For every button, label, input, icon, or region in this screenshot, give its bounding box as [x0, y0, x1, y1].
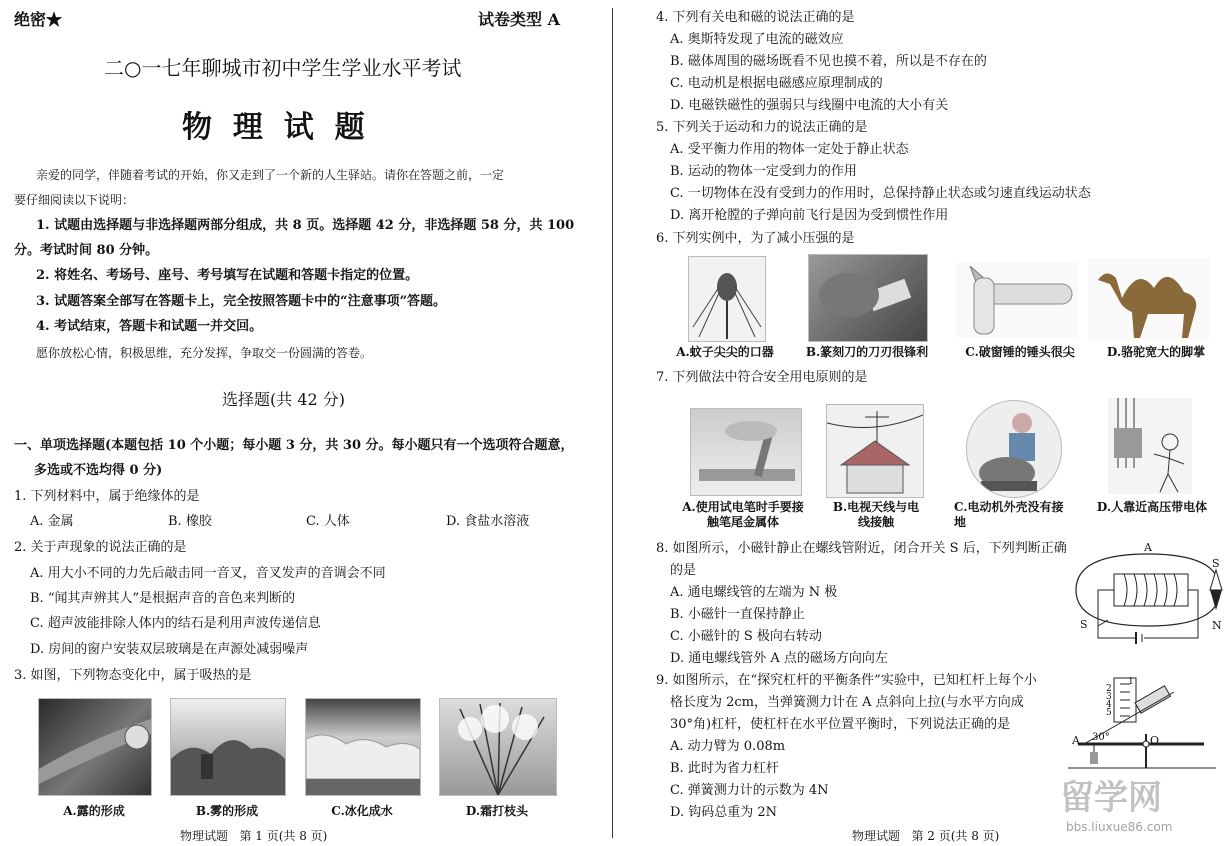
page-2-footer: 物理试题 第 2 页(共 8 页) [852, 829, 1000, 843]
q8-point-a: A [1144, 541, 1152, 554]
question-2: 2. 关于声现象的说法正确的是 [14, 540, 187, 555]
q8-option-a: A. 通电螺线管的左端为 N 极 [670, 585, 838, 600]
mosquito-image [688, 256, 766, 342]
secret-mark: 绝密★ [14, 10, 63, 29]
watermark-text: 留学网 [1060, 778, 1162, 818]
frost-photo [439, 698, 557, 796]
exam-title: 二○一七年聊城市初中学生学业水平考试 [104, 56, 462, 80]
question-6: 6. 下列实例中，为了减小压强的是 [656, 231, 855, 246]
q9-option-a: A. 动力臂为 0.08m [670, 739, 786, 754]
question-8: 8. 如图所示，小磁针静止在螺线管附近，闭合开关 S 后，下列判断正确 [656, 541, 1067, 556]
motor-image [966, 400, 1062, 498]
q9-point-a: A [1072, 734, 1080, 747]
q2-option-b: B. “闻其声辨其人”是根据声音的音色来判断的 [30, 591, 296, 606]
q8-option-d: D. 通电螺线管外 A 点的磁场方向向左 [670, 651, 888, 666]
q4-option-c: C. 电动机是根据电磁感应原理制成的 [670, 76, 883, 91]
q9-option-b: B. 此时为省力杠杆 [670, 761, 779, 776]
q3-caption-b: B.雾的形成 [195, 804, 259, 818]
q3-caption-d: D.霜打枝头 [465, 804, 529, 818]
part-1-heading-cont: 多选或不选均得 0 分) [34, 463, 163, 478]
question-7: 7. 下列做法中符合安全用电原则的是 [656, 370, 868, 385]
q5-option-b: B. 运动的物体一定受到力的作用 [670, 164, 857, 179]
intro-line-1: 亲爱的同学，伴随着考试的开始，你又走到了一个新的人生驿站。请你在答题之前，一定 [36, 168, 505, 182]
q5-option-c: C. 一切物体在没有受到力的作用时，总保持静止状态或匀速直线运动状态 [670, 186, 1091, 201]
question-9: 9. 如图所示，在“探究杠杆的平衡条件”实验中，已知杠杆上每个小 [656, 673, 1037, 688]
page-1 [0, 0, 610, 846]
question-1: 1. 下列材料中，属于绝缘体的是 [14, 489, 200, 504]
q9-angle: 30° [1092, 732, 1110, 743]
note-4: 4. 考试结束，答题卡和试题一并交回。 [36, 319, 263, 334]
question-4: 4. 下列有关电和磁的说法正确的是 [656, 10, 855, 25]
q7-caption-c: C.电动机外壳没有接地 [954, 500, 1064, 529]
q8-switch-s: S [1080, 618, 1088, 631]
q9-scale-3: 3 [1106, 692, 1112, 702]
section-title: 选择题(共 42 分) [222, 390, 346, 409]
paper-type: 试卷类型 A [478, 10, 560, 29]
lever-diagram [1054, 672, 1224, 772]
q9-pivot-o: O [1150, 734, 1160, 747]
q8-option-b: B. 小磁针一直保持静止 [670, 607, 805, 622]
question-9-cont-1: 格长度为 2cm，当弹簧测力计在 A 点斜向上拉(与水平方向成 [670, 695, 1024, 710]
camel-image [1088, 258, 1210, 340]
question-8-cont: 的是 [670, 563, 697, 578]
note-1a: 1. 试题由选择题与非选择题两部分组成，共 8 页。选择题 42 分，非选择题 58 分，共 100 [36, 218, 575, 233]
part-1-heading: 一、单项选择题(本题包括 10 个小题；每小题 3 分，共 30 分。每小题只有一个选项符合题意， [14, 438, 574, 453]
question-3: 3. 如图，下列物态变化中，属于吸热的是 [14, 668, 252, 683]
page-divider [612, 8, 613, 838]
q1-option-c: C. 人体 [306, 514, 350, 529]
q2-option-c: C. 超声波能排除人体内的结石是利用声波传递信息 [30, 616, 321, 631]
q4-option-b: B. 磁体周围的磁场既看不见也摸不着，所以是不存在的 [670, 54, 987, 69]
note-3: 3. 试题答案全部写在答题卡上，完全按照答题卡中的“注意事项”答题。 [36, 294, 447, 309]
fog-photo [170, 698, 286, 796]
test-pencil-image [690, 408, 802, 496]
question-5: 5. 下列关于运动和力的说法正确的是 [656, 120, 868, 135]
carving-knife-image [808, 254, 928, 342]
q9-option-d: D. 钩码总重为 2N [670, 805, 778, 820]
q9-scale-1: 1 [1128, 677, 1134, 687]
page-2 [616, 0, 1229, 846]
q1-option-b: B. 橡胶 [168, 514, 212, 529]
q2-option-d: D. 房间的窗户安装双层玻璃是在声源处减弱噪声 [30, 642, 309, 657]
high-voltage-image [1108, 398, 1192, 494]
intro-line-2: 要仔细阅读以下说明： [14, 193, 135, 207]
page-1-footer: 物理试题 第 1 页(共 8 页) [180, 829, 328, 843]
q1-option-d: D. 食盐水溶液 [446, 514, 530, 529]
q4-option-a: A. 奥斯特发现了电流的磁效应 [670, 32, 844, 47]
q9-option-c: C. 弹簧测力计的示数为 4N [670, 783, 829, 798]
subject-title: 物 理 试 题 [182, 110, 365, 145]
tv-antenna-image [826, 404, 924, 498]
q7-caption-d: D.人靠近高压带电体 [1096, 500, 1208, 514]
ice-melting-photo [305, 698, 421, 796]
q4-option-d: D. 电磁铁磁性的强弱只与线圈中电流的大小有关 [670, 98, 949, 113]
q5-option-a: A. 受平衡力作用的物体一定处于静止状态 [670, 142, 909, 157]
q5-option-d: D. 离开枪膛的子弹向前飞行是因为受到惯性作用 [670, 208, 949, 223]
q8-needle-s: S [1212, 557, 1220, 570]
q6-caption-c: C.破窗锤的锤头很尖 [965, 345, 1075, 359]
q7-caption-a: A.使用试电笔时手要接触笔尾金属体 [682, 500, 804, 529]
q9-scale-5: 5 [1106, 708, 1112, 718]
q8-option-c: C. 小磁针的 S 极向右转动 [670, 629, 822, 644]
q3-caption-c: C.冰化成水 [331, 804, 393, 818]
q6-caption-a: A.蚊子尖尖的口器 [676, 345, 774, 359]
note-1b: 分。考试时间 80 分钟。 [14, 243, 159, 258]
dew-photo [38, 698, 152, 796]
q2-option-a: A. 用大小不同的力先后敲击同一音叉，音叉发声的音调会不同 [30, 566, 386, 581]
q3-caption-a: A.露的形成 [63, 804, 125, 818]
q1-option-a: A. 金属 [30, 514, 74, 529]
q6-caption-b: B.篆刻刀的刀刃很锋利 [805, 345, 929, 359]
q8-needle-n: N [1212, 619, 1222, 632]
watermark-logo [1052, 770, 1222, 840]
wish: 愿你放松心情，积极思维，充分发挥，争取交一份圆满的答卷。 [36, 346, 373, 360]
window-hammer-image [956, 262, 1078, 338]
question-9-cont-2: 30°角)杠杆，使杠杆在水平位置平衡时，下列说法正确的是 [670, 717, 1011, 732]
q7-caption-b: B.电视天线与电线接触 [832, 500, 920, 529]
watermark-url: bbs.liuxue86.com [1066, 820, 1173, 834]
q6-caption-d: D.骆驼宽大的脚掌 [1106, 345, 1206, 359]
q9-scale-4: 4 [1106, 700, 1112, 710]
note-2: 2. 将姓名、考场号、座号、考号填写在试题和答题卡指定的位置。 [36, 268, 419, 283]
solenoid-diagram [1068, 540, 1229, 652]
q9-scale-2: 2 [1106, 684, 1112, 694]
